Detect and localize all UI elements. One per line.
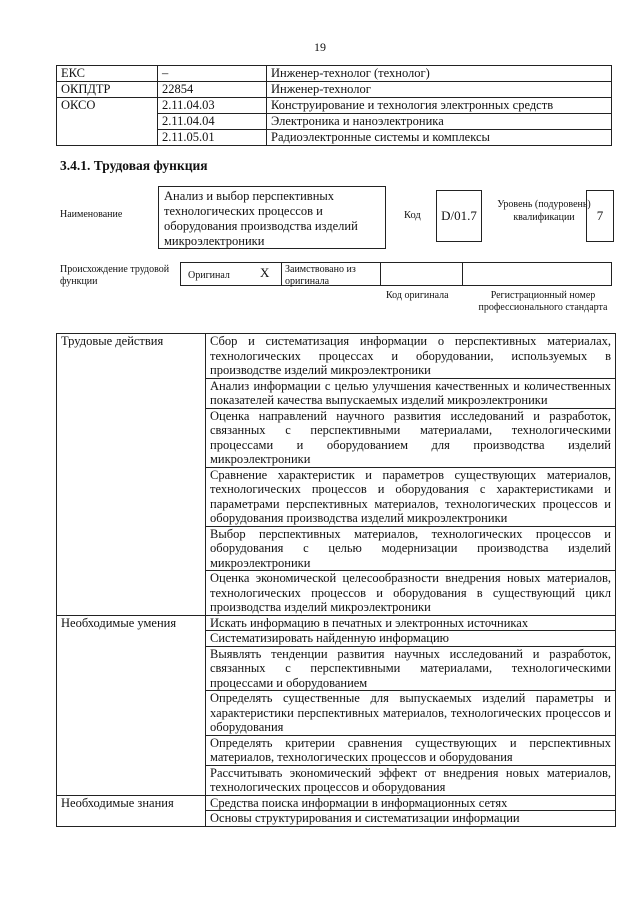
classifier-title: Радиоэлектронные системы и комплексы (267, 130, 612, 146)
knowledge-item: Средства поиска информации в информационных сетях (206, 795, 616, 811)
function-details-table (56, 333, 616, 827)
classifier-title: Конструирование и технология электронных средств (267, 98, 612, 114)
labor-action-item: Сбор и систематизация информации о перспективных материалах, технологических процессах и оборудовании, используемых в производстве изделий микроэлектроники (206, 334, 616, 379)
table-row (57, 334, 616, 379)
skill-item: Выявлять тенденции развития научных исследований и разработок, связанных с перспективными материалами, технологическими процессами и оборудованием (206, 646, 616, 691)
labor-action-item: Сравнение характеристик и параметров существующих материалов, технологических процессов и оборудования с характеристиками и параметрами перспективных материалов, технологических процессов и оборудования производства изделий микроэлектроники (206, 467, 616, 526)
classifier-name: ОКСО (57, 98, 158, 114)
classifier-code: 2.11.04.04 (158, 114, 267, 130)
table-row (57, 615, 616, 631)
table-row (57, 98, 612, 114)
origin-cell-code (381, 263, 463, 285)
skill-item: Определять существенные для выпускаемых изделий параметры и характеристики перспективных материалов, технологических процессов и оборудования (206, 691, 616, 736)
classifier-code: 2.11.04.03 (158, 98, 267, 114)
code-label: Код (404, 210, 421, 221)
level-label: Уровень (подуровень) квалификации (497, 199, 591, 223)
classifier-code: 22854 (158, 82, 267, 98)
classifier-title: Электроника и наноэлектроника (267, 114, 612, 130)
classifier-name: ЕКС (57, 66, 158, 82)
level-value: 7 (586, 190, 614, 242)
skill-item: Искать информацию в печатных и электронных источниках (206, 615, 616, 631)
original-mark: X (260, 265, 270, 280)
origin-box (180, 262, 612, 286)
labor-action-item: Оценка направлений научного развития исследований и разработок, связанных с перспективными материалами, технологическими процессами и оборудованием для производства изделий микроэлектроники (206, 408, 616, 467)
knowledge-label: Необходимые знания (57, 795, 206, 826)
knowledge-item: Основы структурирования и систематизации информации (206, 811, 616, 827)
skill-item: Систематизировать найденную информацию (206, 631, 616, 647)
section-title: 3.4.1. Трудовая функция (60, 158, 208, 173)
labor-action-item: Оценка экономической целесообразности внедрения новых материалов, технологических процессов и оборудования в существующий цикл производства изделий микроэлектроники (206, 571, 616, 616)
classifier-code: – (158, 66, 267, 82)
skill-item: Определять критерии сравнения существующих и перспективных материалов, технологических процессов и оборудования (206, 735, 616, 765)
classifier-name: ОКПДТР (57, 82, 158, 98)
code-original-label: Код оригинала (386, 290, 449, 301)
table-row (57, 130, 612, 146)
borrowed-label: Заимствовано из оригинала (285, 264, 356, 287)
table-row (57, 66, 612, 82)
classifier-title: Инженер-технолог (267, 82, 612, 98)
skills-label: Необходимые умения (57, 615, 206, 795)
function-name-value: Анализ и выбор перспективных технологических процессов и оборудования производства изделий микроэлектроники (158, 186, 386, 249)
classifier-name (57, 114, 158, 130)
origin-label: Происхождение трудовой функции (60, 264, 170, 287)
reg-number-label: Регистрационный номер профессионального стандарта (478, 290, 608, 313)
page-number: 19 (314, 40, 326, 54)
original-label: Оригинал (188, 270, 230, 281)
classifier-name (57, 130, 158, 146)
name-label: Наименование (60, 209, 123, 220)
classification-table (56, 65, 612, 146)
table-row (57, 795, 616, 811)
labor-action-item: Выбор перспективных материалов, технологических процессов и оборудования с целью модернизации производства изделий микроэлектроники (206, 526, 616, 571)
function-code-value: D/01.7 (436, 190, 482, 242)
classifier-code: 2.11.05.01 (158, 130, 267, 146)
labor-actions-label: Трудовые действия (57, 334, 206, 616)
labor-action-item: Анализ информации с целью улучшения качественных и количественных показателей качества выпускаемых изделий микроэлектроники (206, 378, 616, 408)
classifier-title: Инженер-технолог (технолог) (267, 66, 612, 82)
table-row (57, 114, 612, 130)
table-row (57, 82, 612, 98)
skill-item: Рассчитывать экономический эффект от внедрения новых материалов, технологических процессов и оборудования (206, 765, 616, 795)
